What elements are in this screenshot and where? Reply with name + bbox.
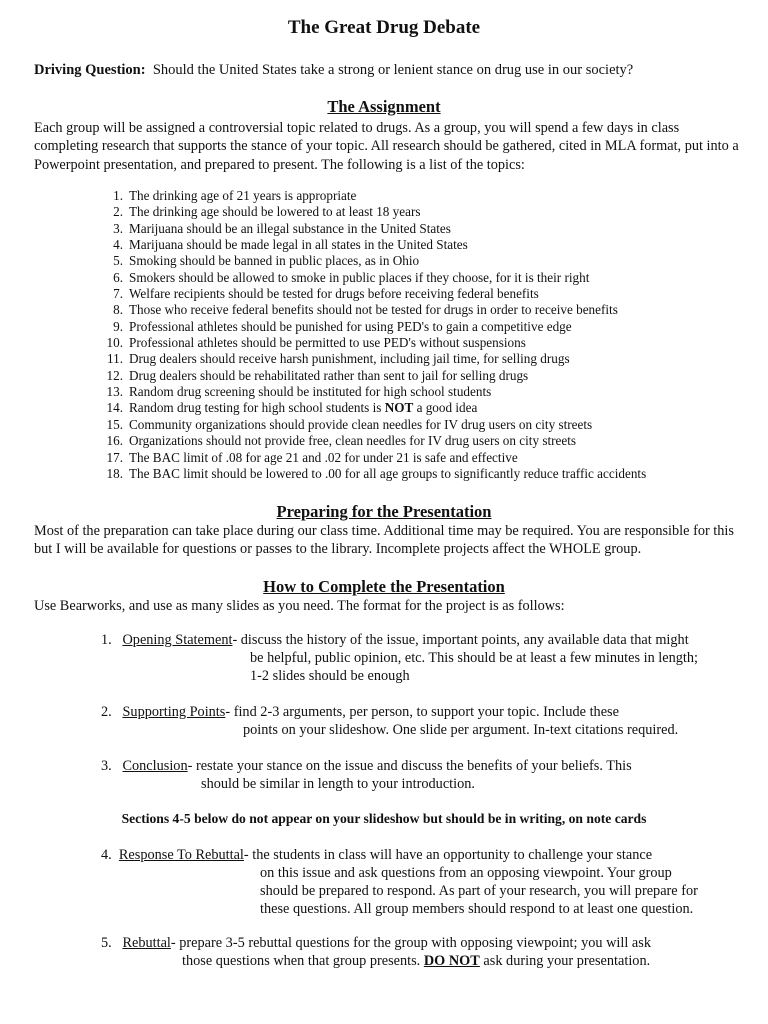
topic-item: 12. Drug dealers should be rehabilitated rather than sent to jail for selling drugs <box>106 367 529 383</box>
assignment-heading: The Assignment <box>327 97 441 116</box>
topic-item: 6. Smokers should be allowed to smoke in public places if they choose, for it is their right <box>113 269 590 285</box>
topic-item: 2. The drinking age should be lowered to at least 18 years <box>113 204 421 220</box>
topic-list <box>96 188 736 482</box>
step-label: Response To Rebuttal <box>118 847 244 863</box>
howto-intro: Use Bearworks, and use as many slides as you need. The format for the project is as follows: <box>34 598 565 614</box>
topic-item: 10. Professional athletes should be permitted to use PED's without suspensions <box>106 335 526 351</box>
topic-item: 5. Smoking should be banned in public places, as in Ohio <box>113 253 420 269</box>
step-continuation: those questions when that group presents. DO NOT ask during your presentation. <box>182 953 651 969</box>
topic-item: 17. The BAC limit of .08 for age 21 and .02 for under 21 is safe and effective <box>106 449 518 465</box>
topic-item: 7. Welfare recipients should be tested for drugs before receiving federal benefits <box>113 286 539 302</box>
driving-question-text: Should the United States take a strong or lenient stance on drug use in our society? <box>152 62 634 78</box>
step-rebuttal: 5. Rebuttal- prepare 3-5 rebuttal questions for the group with opposing viewpoint; you will ask <box>101 935 651 951</box>
step-opening-statement: 1. Opening Statement- discuss the history of the issue, important points, any available data that might <box>101 632 689 648</box>
topic-item: 8. Those who receive federal benefits should not be tested for drugs in order to receive benefits <box>113 302 618 318</box>
step-continuation: on this issue and ask questions from an opposing viewpoint. Your group <box>260 865 672 881</box>
step-continuation: 1-2 slides should be enough <box>250 668 410 684</box>
step-response-to-rebuttal: 4. Response To Rebuttal- the students in class will have an opportunity to challenge your stance <box>101 847 653 863</box>
driving-question <box>34 62 633 79</box>
topic-item: 14. Random drug testing for high school students is NOT a good idea <box>106 400 478 416</box>
step-continuation: should be prepared to respond. As part of your research, you will prepare for <box>260 883 698 899</box>
topic-item: 11. Drug dealers should receive harsh punishment, including jail time, for selling drugs <box>107 351 570 367</box>
step-continuation: be helpful, public opinion, etc. This should be at least a few minutes in length; <box>250 650 699 666</box>
note-sections: Sections 4-5 below do not appear on your slideshow but should be in writing, on note cards <box>121 811 647 826</box>
step-label: Opening Statement <box>122 632 233 648</box>
preparing-heading: Preparing for the Presentation <box>276 502 492 521</box>
topic-item: 1. The drinking age of 21 years is appropriate <box>113 188 357 203</box>
step-label: Rebuttal <box>122 935 171 951</box>
topic-item: 18. The BAC limit should be lowered to .00 for all age groups to significantly reduce traffic accidents <box>106 465 647 481</box>
topic-item: 16. Organizations should not provide free, clean needles for IV drug users on city streets <box>106 433 577 449</box>
step-continuation: these questions. All group members should respond to at least one question. <box>260 901 694 917</box>
step-continuation: points on your slideshow. One slide per argument. In-text citations required. <box>243 722 679 738</box>
topic-item: 9. Professional athletes should be punished for using PED's to gain a competitive edge <box>113 318 572 334</box>
step-label: Supporting Points <box>122 704 226 720</box>
preparing-paragraph: Most of the preparation can take place during our class time. Additional time may be required. You are responsible for this but I will be available for questions or passes to the library. Incomplete projects affect the WHOLE group. <box>34 523 734 558</box>
howto-heading: How to Complete the Presentation <box>263 577 505 596</box>
topic-item: 4. Marijuana should be made legal in all states in the United States <box>113 237 468 253</box>
topic-item: 3. Marijuana should be an illegal substance in the United States <box>113 220 451 236</box>
step-continuation: should be similar in length to your introduction. <box>201 776 475 792</box>
topic-item: 15. Community organizations should provide clean needles for IV drug users on city streets <box>106 416 593 432</box>
driving-question-label: Driving Question: <box>34 62 146 78</box>
step-label: Conclusion <box>122 758 188 774</box>
step-supporting-points: 2. Supporting Points- find 2-3 arguments, per person, to support your topic. Include these <box>101 704 619 720</box>
assignment-paragraph: Each group will be assigned a controversial topic related to drugs. As a group, you will spend a few days in class completing research that supports the stance of your topic. All research should be gathered, cited in MLA format, put into a Powerpoint presentation, and prepared to present. The following is a list of the topics: <box>34 120 739 173</box>
topic-item: 13. Random drug screening should be instituted for high school students <box>106 384 492 400</box>
page-title: The Great Drug Debate <box>287 17 481 38</box>
step-conclusion: 3. Conclusion- restate your stance on the issue and discuss the benefits of your beliefs. This <box>101 758 632 774</box>
